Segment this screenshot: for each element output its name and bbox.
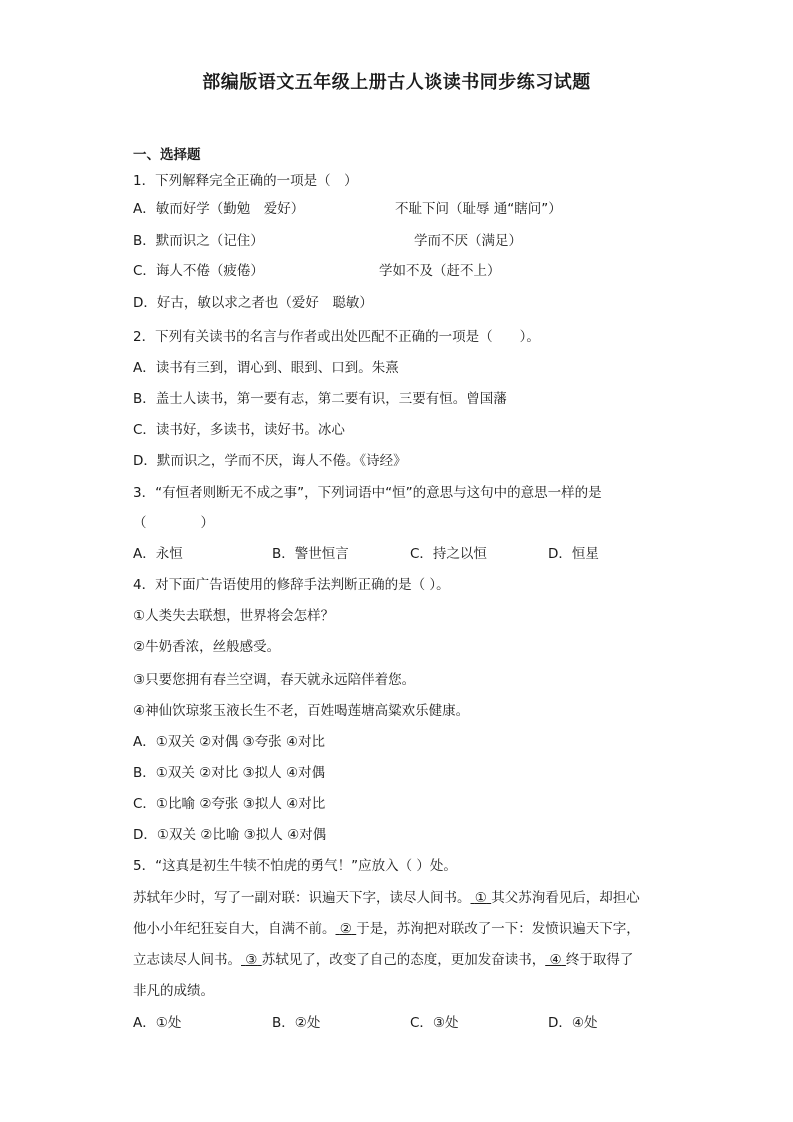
passage-text: 终于取得了: [565, 952, 634, 968]
q1-option-a-right: 不耻下问（耻辱 通“瞎问”）: [395, 201, 562, 217]
q4-slogan-4: ④神仙饮琼浆玉液长生不老，百姓喝莲塘高粱欢乐健康。: [133, 703, 470, 719]
blank-marker-3: [241, 952, 262, 968]
q2-option-d: D．默而识之，学而不厌，诲人不倦。《诗经》: [133, 453, 407, 469]
q2-option-b: B．盖士人读书，第一要有志，第二要有识，三要有恒。曾国藩: [133, 391, 507, 407]
marker-label: ④: [549, 952, 562, 968]
q5-passage-line-2: [133, 920, 640, 938]
q2-option-a: A．读书有三到，谓心到、眼到、口到。朱熹: [133, 360, 399, 376]
q1-option-a-left: A．敏而好学（勤勉 爱好）: [133, 201, 305, 217]
q5-passage-line-4: 非凡的成绩。: [133, 983, 214, 999]
q5-passage-line-3: [133, 951, 633, 969]
q1-option-d: D．好古，敏以求之者也（爱好 聪敏）: [133, 295, 373, 311]
question-1-stem: 1．下列解释完全正确的一项是（ ）: [133, 173, 358, 189]
passage-text: 立志读尽人间书。: [133, 952, 241, 968]
q1-option-c-left: C．诲人不倦（疲倦）: [133, 263, 264, 279]
q4-slogan-2: ②牛奶香浓，丝般感受。: [133, 639, 281, 655]
blank-marker-1: [471, 890, 492, 906]
q5-option-a: A．①处: [133, 1015, 182, 1031]
marker-label: ③: [245, 952, 258, 968]
q5-option-c: C．③处: [410, 1015, 459, 1031]
passage-text: 苏轼年少时，写了一副对联：识遍天下字，读尽人间书。: [133, 890, 471, 906]
q3-option-c: C．持之以恒: [410, 546, 487, 562]
q4-slogan-3: ③只要您拥有春兰空调，春天就永远陪伴着您。: [133, 672, 416, 688]
q2-option-c: C．读书好，多读书，读好书。冰心: [133, 422, 345, 438]
marker-label: ①: [474, 890, 487, 906]
q4-slogan-1: ①人类失去联想，世界将会怎样？: [133, 608, 335, 624]
question-5-stem: 5．“这真是初生牛犊不怕虎的勇气！”应放入（ ）处。: [133, 858, 457, 874]
passage-text: 苏轼见了，改变了自己的态度，更加发奋读书，: [261, 952, 546, 968]
q1-option-c-right: 学如不及（赶不上）: [379, 263, 501, 279]
passage-text: 他小小年纪狂妄自大，自满不前。: [133, 921, 336, 937]
q5-option-d: D．④处: [548, 1015, 598, 1031]
blank-marker-2: [336, 921, 357, 937]
question-4-stem: 4．对下面广告语使用的修辞手法判断正确的是（ ）。: [133, 577, 450, 593]
q4-option-b: B．①双关 ②对比 ③拟人 ④对偶: [133, 765, 326, 781]
question-3-paren: （ ）: [133, 515, 214, 531]
question-2-stem: 2．下列有关读书的名言与作者或出处匹配不正确的一项是（ ）。: [133, 329, 540, 345]
q3-option-d: D．恒星: [548, 546, 599, 562]
passage-text: 其父苏洵看见后，却担心: [491, 890, 640, 906]
q4-option-a: A．①双关 ②对偶 ③夸张 ④对比: [133, 734, 326, 750]
q1-option-b-right: 学而不厌（满足）: [414, 233, 522, 249]
marker-label: ②: [339, 921, 352, 937]
q4-option-c: C．①比喻 ②夸张 ③拟人 ④对比: [133, 796, 326, 812]
q5-option-b: B．②处: [272, 1015, 321, 1031]
section-heading: 一、选择题: [133, 147, 201, 163]
q5-passage-line-1: [133, 889, 640, 907]
question-3-stem: 3．“有恒者则断无不成之事”，下列词语中“恒”的意思与这句中的意思一样的是: [133, 485, 602, 501]
q1-option-b-left: B．默而识之（记住）: [133, 233, 264, 249]
passage-text: 于是，苏洵把对联改了一下：发愤识遍天下字，: [356, 921, 640, 937]
blank-marker-4: [545, 952, 566, 968]
q4-option-d: D．①双关 ②比喻 ③拟人 ④对偶: [133, 827, 327, 843]
page-title: 部编版语文五年级上册古人谈读书同步练习试题: [202, 72, 591, 93]
q3-option-a: A．永恒: [133, 546, 183, 562]
q3-option-b: B．警世恒言: [272, 546, 349, 562]
